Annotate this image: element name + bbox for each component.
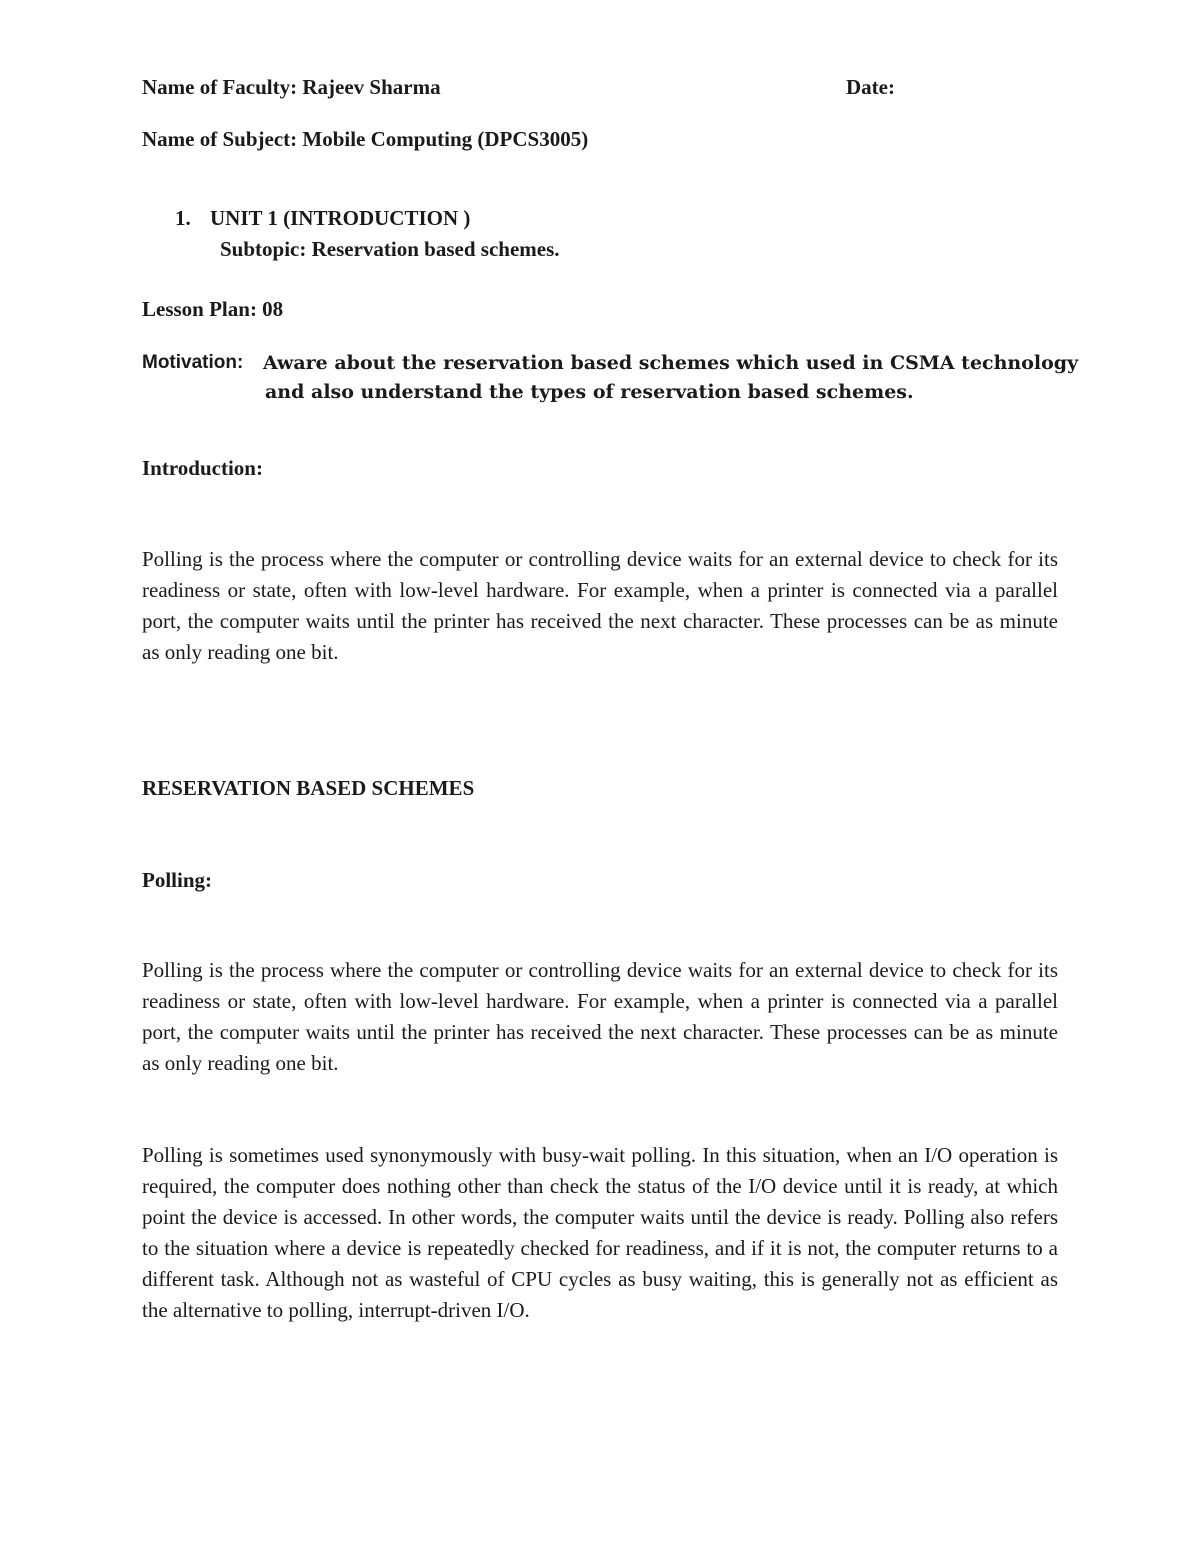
lesson-plan: Lesson Plan: 08 xyxy=(142,297,284,321)
motivation-line-2: and also understand the types of reservation based schemes. xyxy=(265,381,914,403)
unit-subtopic: Subtopic: Reservation based schemes. xyxy=(220,237,560,261)
subject-line: Name of Subject: Mobile Computing (DPCS3005) xyxy=(142,127,589,151)
unit-number: 1. xyxy=(175,206,191,230)
polling-paragraph-2: Polling is sometimes used synonymously with busy-wait polling. In this situation, when an I/O operation is required, the computer does nothing other than check the status of the I/O device until it is ready, at which point the device is accessed. In other words, the computer waits until the device is ready. Polling also refers to the situation where a device is repeatedly checked for readiness, and if it is not, the computer returns to a different task. Although not as wasteful of CPU cycles as busy waiting, this is generally not as efficient as the alternative to polling, interrupt-driven I/O. xyxy=(142,1143,1058,1322)
polling-heading: Polling: xyxy=(142,868,213,892)
motivation-label xyxy=(142,350,243,377)
faculty-line: Name of Faculty: Rajeev Sharma xyxy=(142,75,441,99)
motivation-line-1: Aware about the reservation based schemes which used in CSMA technology xyxy=(263,352,1079,374)
section-heading: RESERVATION BASED SCHEMES xyxy=(142,776,475,800)
introduction-paragraph: Polling is the process where the computer or controlling device waits for an external device to check for its readiness or state, often with low-level hardware. For example, when a printer is connected via a parallel port, the computer waits until the printer has received the next character. These processes can be as minute as only reading one bit. xyxy=(142,547,1058,664)
motivation-label-text: Motivation: xyxy=(142,352,244,373)
unit-title: UNIT 1 (INTRODUCTION ) xyxy=(210,206,471,230)
polling-paragraph-1: Polling is the process where the computer or controlling device waits for an external device to check for its readiness or state, often with low-level hardware. For example, when a printer is connected via a parallel port, the computer waits until the printer has received the next character. These processes can be as minute as only reading one bit. xyxy=(142,958,1058,1075)
date-label: Date: xyxy=(846,75,895,99)
introduction-heading: Introduction: xyxy=(142,456,263,480)
